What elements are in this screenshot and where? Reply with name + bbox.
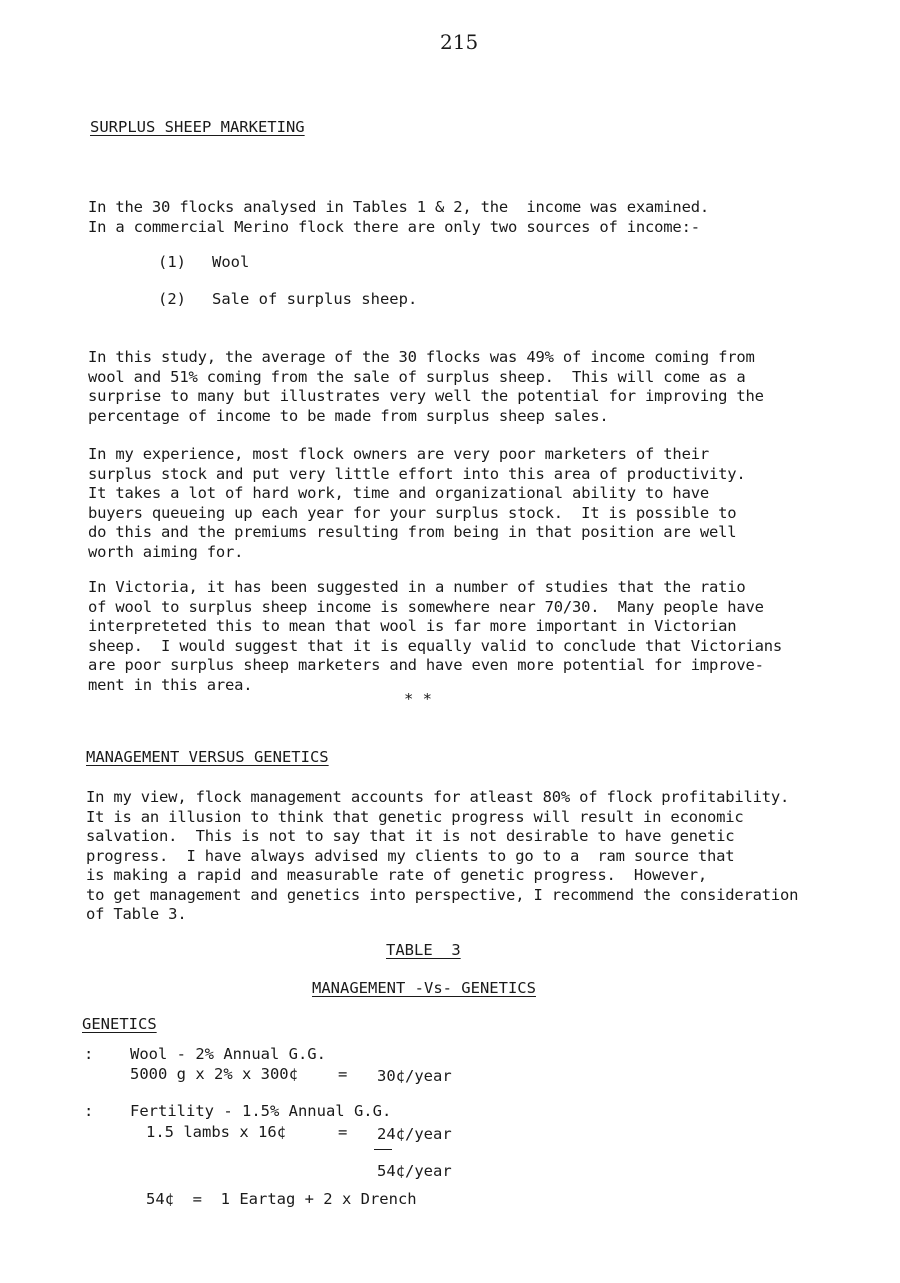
item-bullet: : xyxy=(84,1045,94,1063)
sum-rule xyxy=(374,1149,392,1150)
fertility-gain-label: Fertility - 1.5% Annual G.G. xyxy=(130,1102,392,1120)
section-heading-management-versus-genetics: MANAGEMENT VERSUS GENETICS xyxy=(86,748,329,766)
section-separator: * * xyxy=(404,690,432,708)
wool-gain-label: Wool - 2% Annual G.G. xyxy=(130,1045,326,1063)
equals-sign: = xyxy=(338,1123,348,1141)
list-item-text: Sale of surplus sheep. xyxy=(212,290,418,308)
paragraph-income-sources-intro: In the 30 flocks analysed in Tables 1 & 2, the income was examined. In a commercial Merino flock there are only two sources of income:- xyxy=(88,198,709,236)
genetics-heading: GENETICS xyxy=(82,1015,157,1033)
equals-sign: = xyxy=(338,1065,348,1083)
wool-calculation: 5000 g x 2% x 300¢ xyxy=(130,1065,298,1083)
cost-equivalence: 54¢ = 1 Eartag + 2 x Drench xyxy=(146,1190,417,1208)
list-item-number: (1) xyxy=(158,253,186,271)
paragraph-victoria-ratio: In Victoria, it has been suggested in a number of studies that the ratio of wool to surplus sheep income is somewhere near 70/30. Many people have interpreteted this to mean that wool is far more important in Victorian sheep. I would suggest that it is equally valid to conclude that Victorians are poor surplus sheep marketers and have even more potential for improve- ment in this area. xyxy=(88,578,783,694)
item-bullet: : xyxy=(84,1102,94,1120)
list-item-text: Wool xyxy=(212,253,250,271)
page-number: 215 xyxy=(440,30,479,54)
fertility-calculation: 1.5 lambs x 16¢ xyxy=(146,1123,286,1141)
fertility-result: 24¢/year xyxy=(377,1125,452,1143)
total-result: 54¢/year xyxy=(377,1162,452,1180)
table-title: TABLE 3 xyxy=(386,941,461,959)
list-item-number: (2) xyxy=(158,290,186,308)
paragraph-study-average: In this study, the average of the 30 flocks was 49% of income coming from wool and 51% coming from the sale of surplus sheep. This will come as a surprise to many but illustrates very well the potential for improving the percentage of income to be made from surplus sheep sales. xyxy=(88,348,764,425)
section-heading-surplus-sheep-marketing: SURPLUS SHEEP MARKETING xyxy=(90,118,305,136)
paragraph-management-view: In my view, flock management accounts for atleast 80% of flock profitability. It is an illusion to think that genetic progress will result in economic salvation. This is not to say that it is not desirable to have genetic progress. I have always advised my clients to go to a ram source that is making a rapid and measurable rate of genetic progress. However, to get management and genetics into perspective, I recommend the consideration of Table 3. xyxy=(86,788,799,923)
paragraph-flock-owner-marketing: In my experience, most flock owners are very poor marketers of their surplus stock and put very little effort into this area of productivity. It takes a lot of hard work, time and organizational ability to have buyers queueing up each year for your surplus stock. It is possible to do this and the premiums resulting from being in that position are well worth aiming for. xyxy=(88,445,746,561)
table-subtitle: MANAGEMENT -Vs- GENETICS xyxy=(312,979,536,997)
wool-result: 30¢/year xyxy=(377,1067,452,1085)
